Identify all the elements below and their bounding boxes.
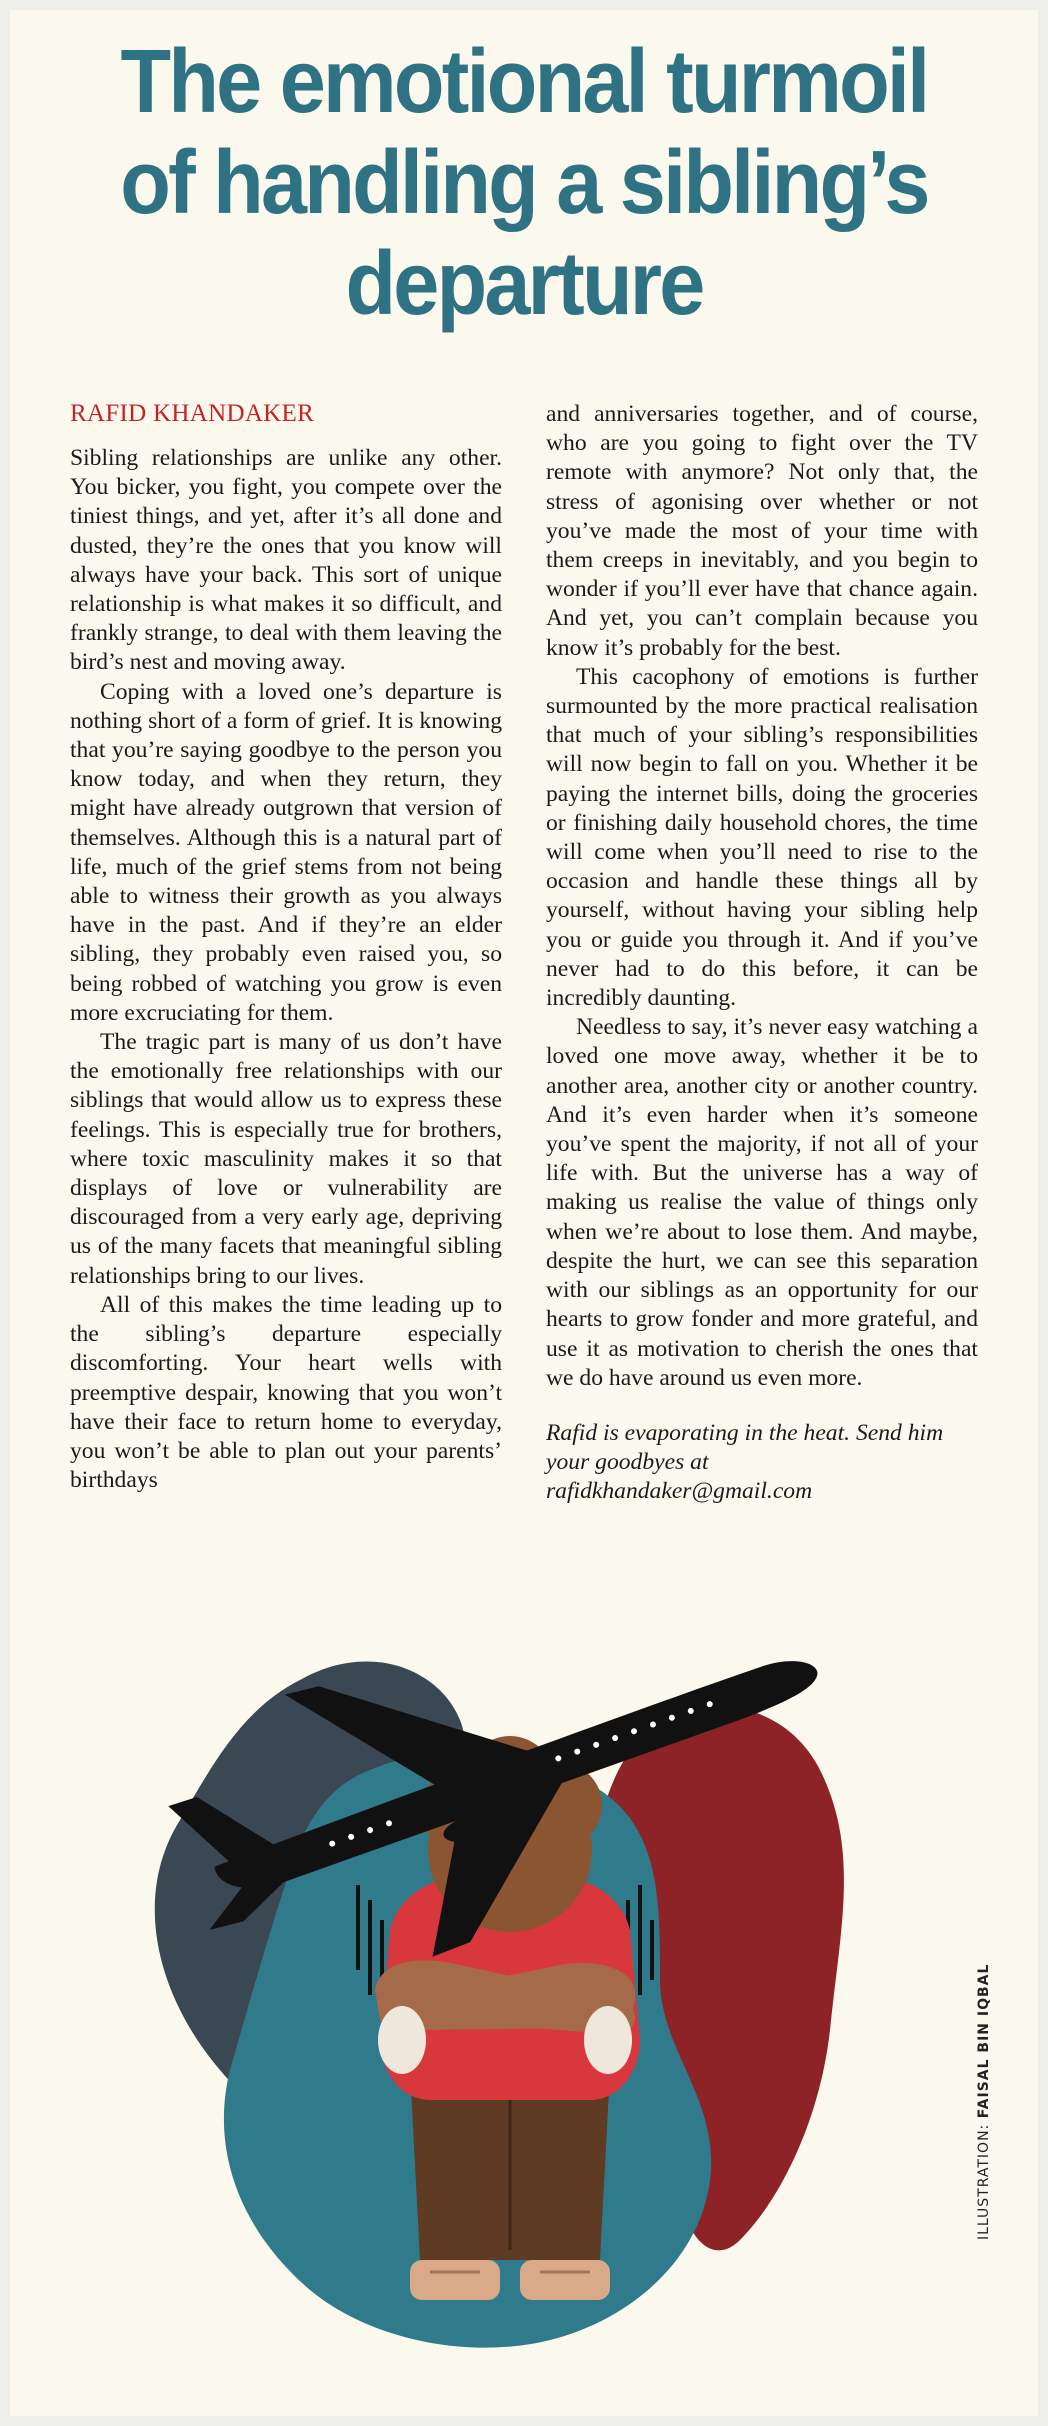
paragraph: The tragic part is many of us don’t have the emotionally free relationships with our siblings that would allow us to express these feelings. This is especially true for brothers, where toxic masculinity makes it so that displays of love or vulnerability are discouraged from a very early age, depriving us of the many facets that meaningful sibling relationships bring to our lives. [70, 1029, 502, 1289]
article-column-right [546, 400, 978, 1507]
headline-line-1: The emotional turmoil [120, 32, 928, 132]
paragraph: Coping with a loved one’s departure is nothing short of a form of grief. It is knowing that you’re saying goodbye to the person you know today, and when they return, they might have already outgrown that version of themselves. Although this is a natural part of life, much of the grief stems from not being able to witness their growth as you always have in the past. And if they’re an elder sibling, they probably even raised you, so being robbed of watching you grow is even more excruciating for them. [70, 678, 502, 1026]
illustration-credit [976, 1964, 992, 2240]
paragraph: This cacophony of emotions is further surmounted by the more practical realisation that much of your sibling’s responsibilities will now begin to fall on you. Whether it be paying the internet bills, doing the groceries or finishing daily household chores, the time will come when you’ll need to rise to the occasion and handle these things all by yourself, without having your sibling help you or guide you through it. And if you’ve never had to do this before, it can be incredibly daunting. [546, 663, 978, 1012]
paragraph: and anniversaries together, and of course, who are you going to fight over the TV remote with anymore? Not only that, the stress of agonising over whether or not you’ve made the most of your time with them creeps in inevitably, and you begin to wonder if you’ll ever have that chance again. And yet, you can’t complain because you know it’s probably for the best. [546, 401, 978, 661]
paragraph: All of this makes the time leading up to the sibling’s departure especially discomforting. Your heart wells with preemptive despair, knowing that you won’t have their face to return home to everyday, you won’t be able to plan out your parents’ birthdays [70, 1291, 502, 1494]
illustration [140, 1600, 860, 2370]
paragraph: Sibling relationships are unlike any other. You bicker, you fight, you compete over the tiniest things, and yet, after it’s all done and dusted, they’re the ones that you know will always have your back. This sort of unique relationship is what makes it so difficult, and frankly strange, to deal with them leaving the bird’s nest and moving away. [70, 445, 502, 676]
credit-label: ILLUSTRATION: [976, 2123, 992, 2240]
headline-line-3: departure [345, 234, 703, 334]
credit-name: FAISAL BIN IQBAL [976, 1963, 992, 2119]
author-note: Rafid is evaporating in the heat. Send him your goodbyes at rafidkhandaker@gmail.com [546, 1419, 944, 1505]
headline-line-2: of handling a sibling’s [120, 133, 928, 233]
byline: RAFID KHANDAKER [70, 400, 315, 427]
paragraph: Needless to say, it’s never easy watching a loved one move away, whether it be to another area, another city or another country. And it’s even harder when it’s someone you’ve spent the majority, if not all of your life with. But the universe has a way of making us realise the value of things only when we’re about to lose them. And maybe, despite the hurt, we can see this separation with our siblings as an opportunity for our hearts to grow fonder and more grateful, and use it as motivation to cherish the ones that we do have around us even more. [546, 1014, 978, 1391]
article-column-left [70, 444, 502, 1495]
article-headline [42, 32, 1006, 335]
